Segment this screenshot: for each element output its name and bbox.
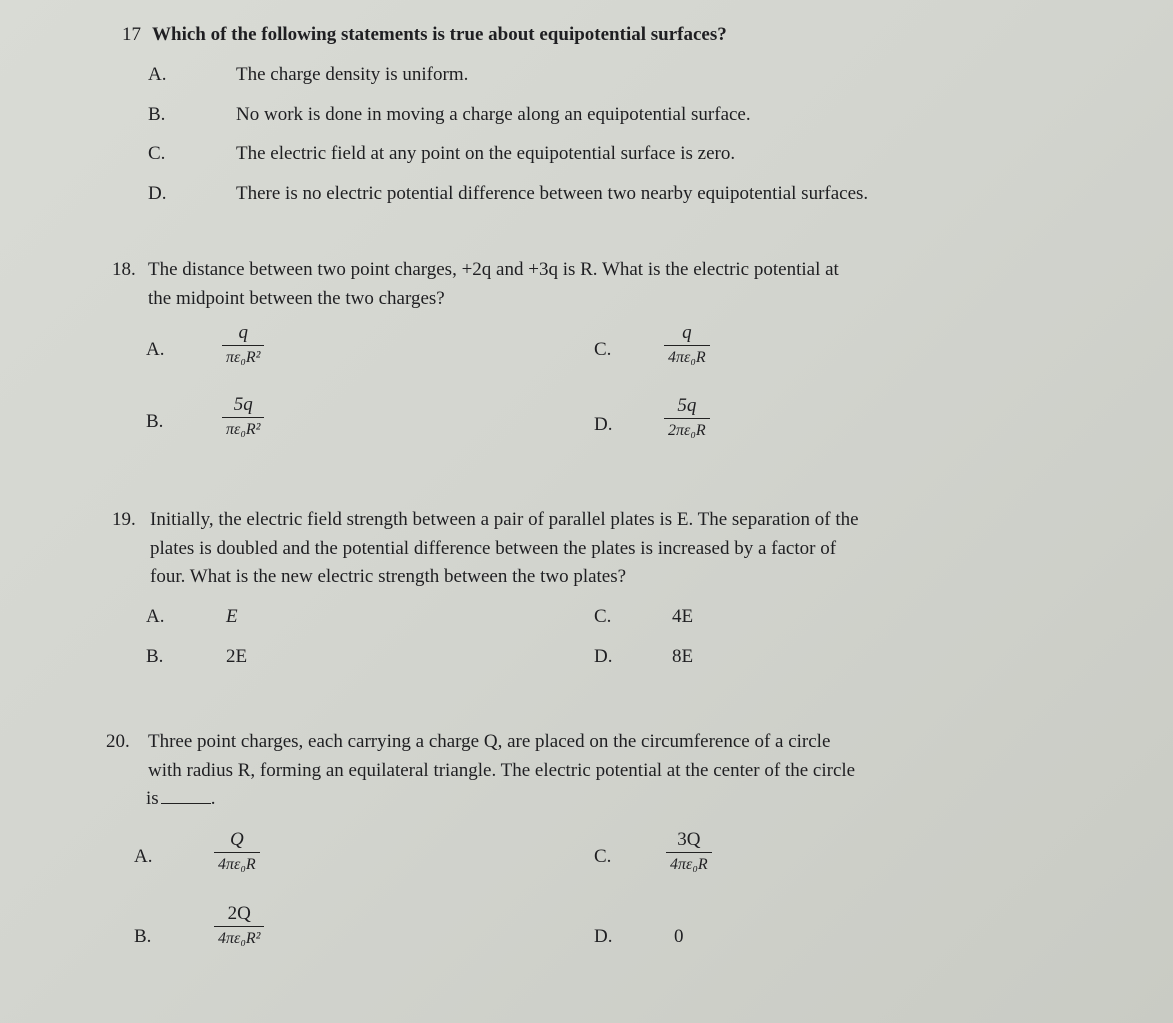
option-a-fraction[interactable] (214, 830, 260, 873)
fraction-denominator: 4πε₀R (214, 852, 260, 874)
option-c-label[interactable]: C. (594, 339, 612, 360)
fraction-denominator: 2πε₀R (664, 418, 710, 440)
option-c-text[interactable]: 4E (672, 606, 694, 627)
question-stem-line-1: Initially, the electric field strength between a pair of parallel plates is E. The separation of the (150, 509, 859, 530)
option-d-label[interactable]: D. (594, 926, 613, 947)
option-d-text[interactable]: 8E (672, 646, 694, 667)
question-stem-line-3: four. What is the new electric strength between the two plates? (150, 566, 627, 587)
option-a-label[interactable]: A. (134, 846, 153, 867)
question-stem-line-2: the midpoint between the two charges? (148, 288, 445, 309)
option-c-text[interactable]: The electric field at any point on the equipotential surface is zero. (236, 143, 736, 164)
fraction-numerator: q (682, 322, 692, 343)
question-number: 19. (112, 509, 136, 530)
option-c-fraction[interactable] (664, 323, 710, 366)
option-b-fraction[interactable] (222, 395, 264, 438)
option-b-label[interactable]: B. (148, 104, 166, 125)
fraction-numerator: Q (229, 829, 244, 850)
fraction-denominator: πε₀R² (222, 417, 264, 439)
fraction-denominator: 4πε₀R² (214, 926, 264, 948)
option-d-text[interactable]: 0 (674, 926, 684, 947)
question-stem-line-2: with radius R, forming an equilateral triangle. The electric potential at the center of the circle (148, 760, 856, 781)
question-stem-line-3 (146, 788, 215, 811)
fraction-denominator: πε₀R² (222, 345, 264, 367)
option-b-label[interactable]: B. (146, 646, 164, 667)
option-b-label[interactable]: B. (134, 926, 152, 947)
option-b-text[interactable]: 2E (226, 646, 248, 667)
option-c-fraction[interactable] (666, 830, 712, 873)
option-a-label[interactable]: A. (148, 64, 167, 85)
fraction-numerator: q (238, 322, 248, 343)
option-a-fraction[interactable] (222, 323, 264, 366)
option-d-label[interactable]: D. (148, 183, 167, 204)
fraction-numerator: 2Q (227, 903, 251, 924)
option-b-text[interactable]: No work is done in moving a charge along an equipotential surface. (236, 104, 751, 125)
fraction-numerator: 3Q (677, 829, 701, 850)
option-a-text[interactable]: E (226, 606, 238, 627)
option-d-label[interactable]: D. (594, 646, 613, 667)
option-c-label[interactable]: C. (594, 846, 612, 867)
question-stem-line-2: plates is doubled and the potential difference between the plates is increased by a factor of (150, 538, 837, 559)
stem-end: . (210, 788, 216, 809)
option-a-text[interactable]: The charge density is uniform. (236, 64, 469, 85)
question-stem-line-1: Three point charges, each carrying a charge Q, are placed on the circumference of a circle (148, 731, 831, 752)
answer-blank (161, 803, 211, 804)
option-d-text[interactable]: There is no electric potential difference between two nearby equipotential surfaces. (236, 183, 869, 204)
option-c-label[interactable]: C. (594, 606, 612, 627)
question-stem-line-1: The distance between two point charges, +2q and +3q is R. What is the electric potential at (148, 259, 839, 280)
question-number: 18. (112, 259, 136, 280)
option-b-fraction[interactable] (214, 904, 264, 947)
stem-text: is (146, 788, 159, 809)
fraction-numerator: 5q (677, 395, 697, 416)
question-number: 20. (106, 731, 130, 752)
fraction-denominator: 4πε₀R (664, 345, 710, 367)
option-c-label[interactable]: C. (148, 143, 166, 164)
question-number: 17 (122, 24, 141, 45)
option-d-label[interactable]: D. (594, 414, 613, 435)
option-d-fraction[interactable] (664, 396, 710, 439)
question-stem: Which of the following statements is true about equipotential surfaces? (152, 24, 727, 45)
fraction-denominator: 4πε₀R (666, 852, 712, 874)
option-a-label[interactable]: A. (146, 339, 165, 360)
option-a-label[interactable]: A. (146, 606, 165, 627)
fraction-numerator: 5q (233, 394, 253, 415)
option-b-label[interactable]: B. (146, 411, 164, 432)
